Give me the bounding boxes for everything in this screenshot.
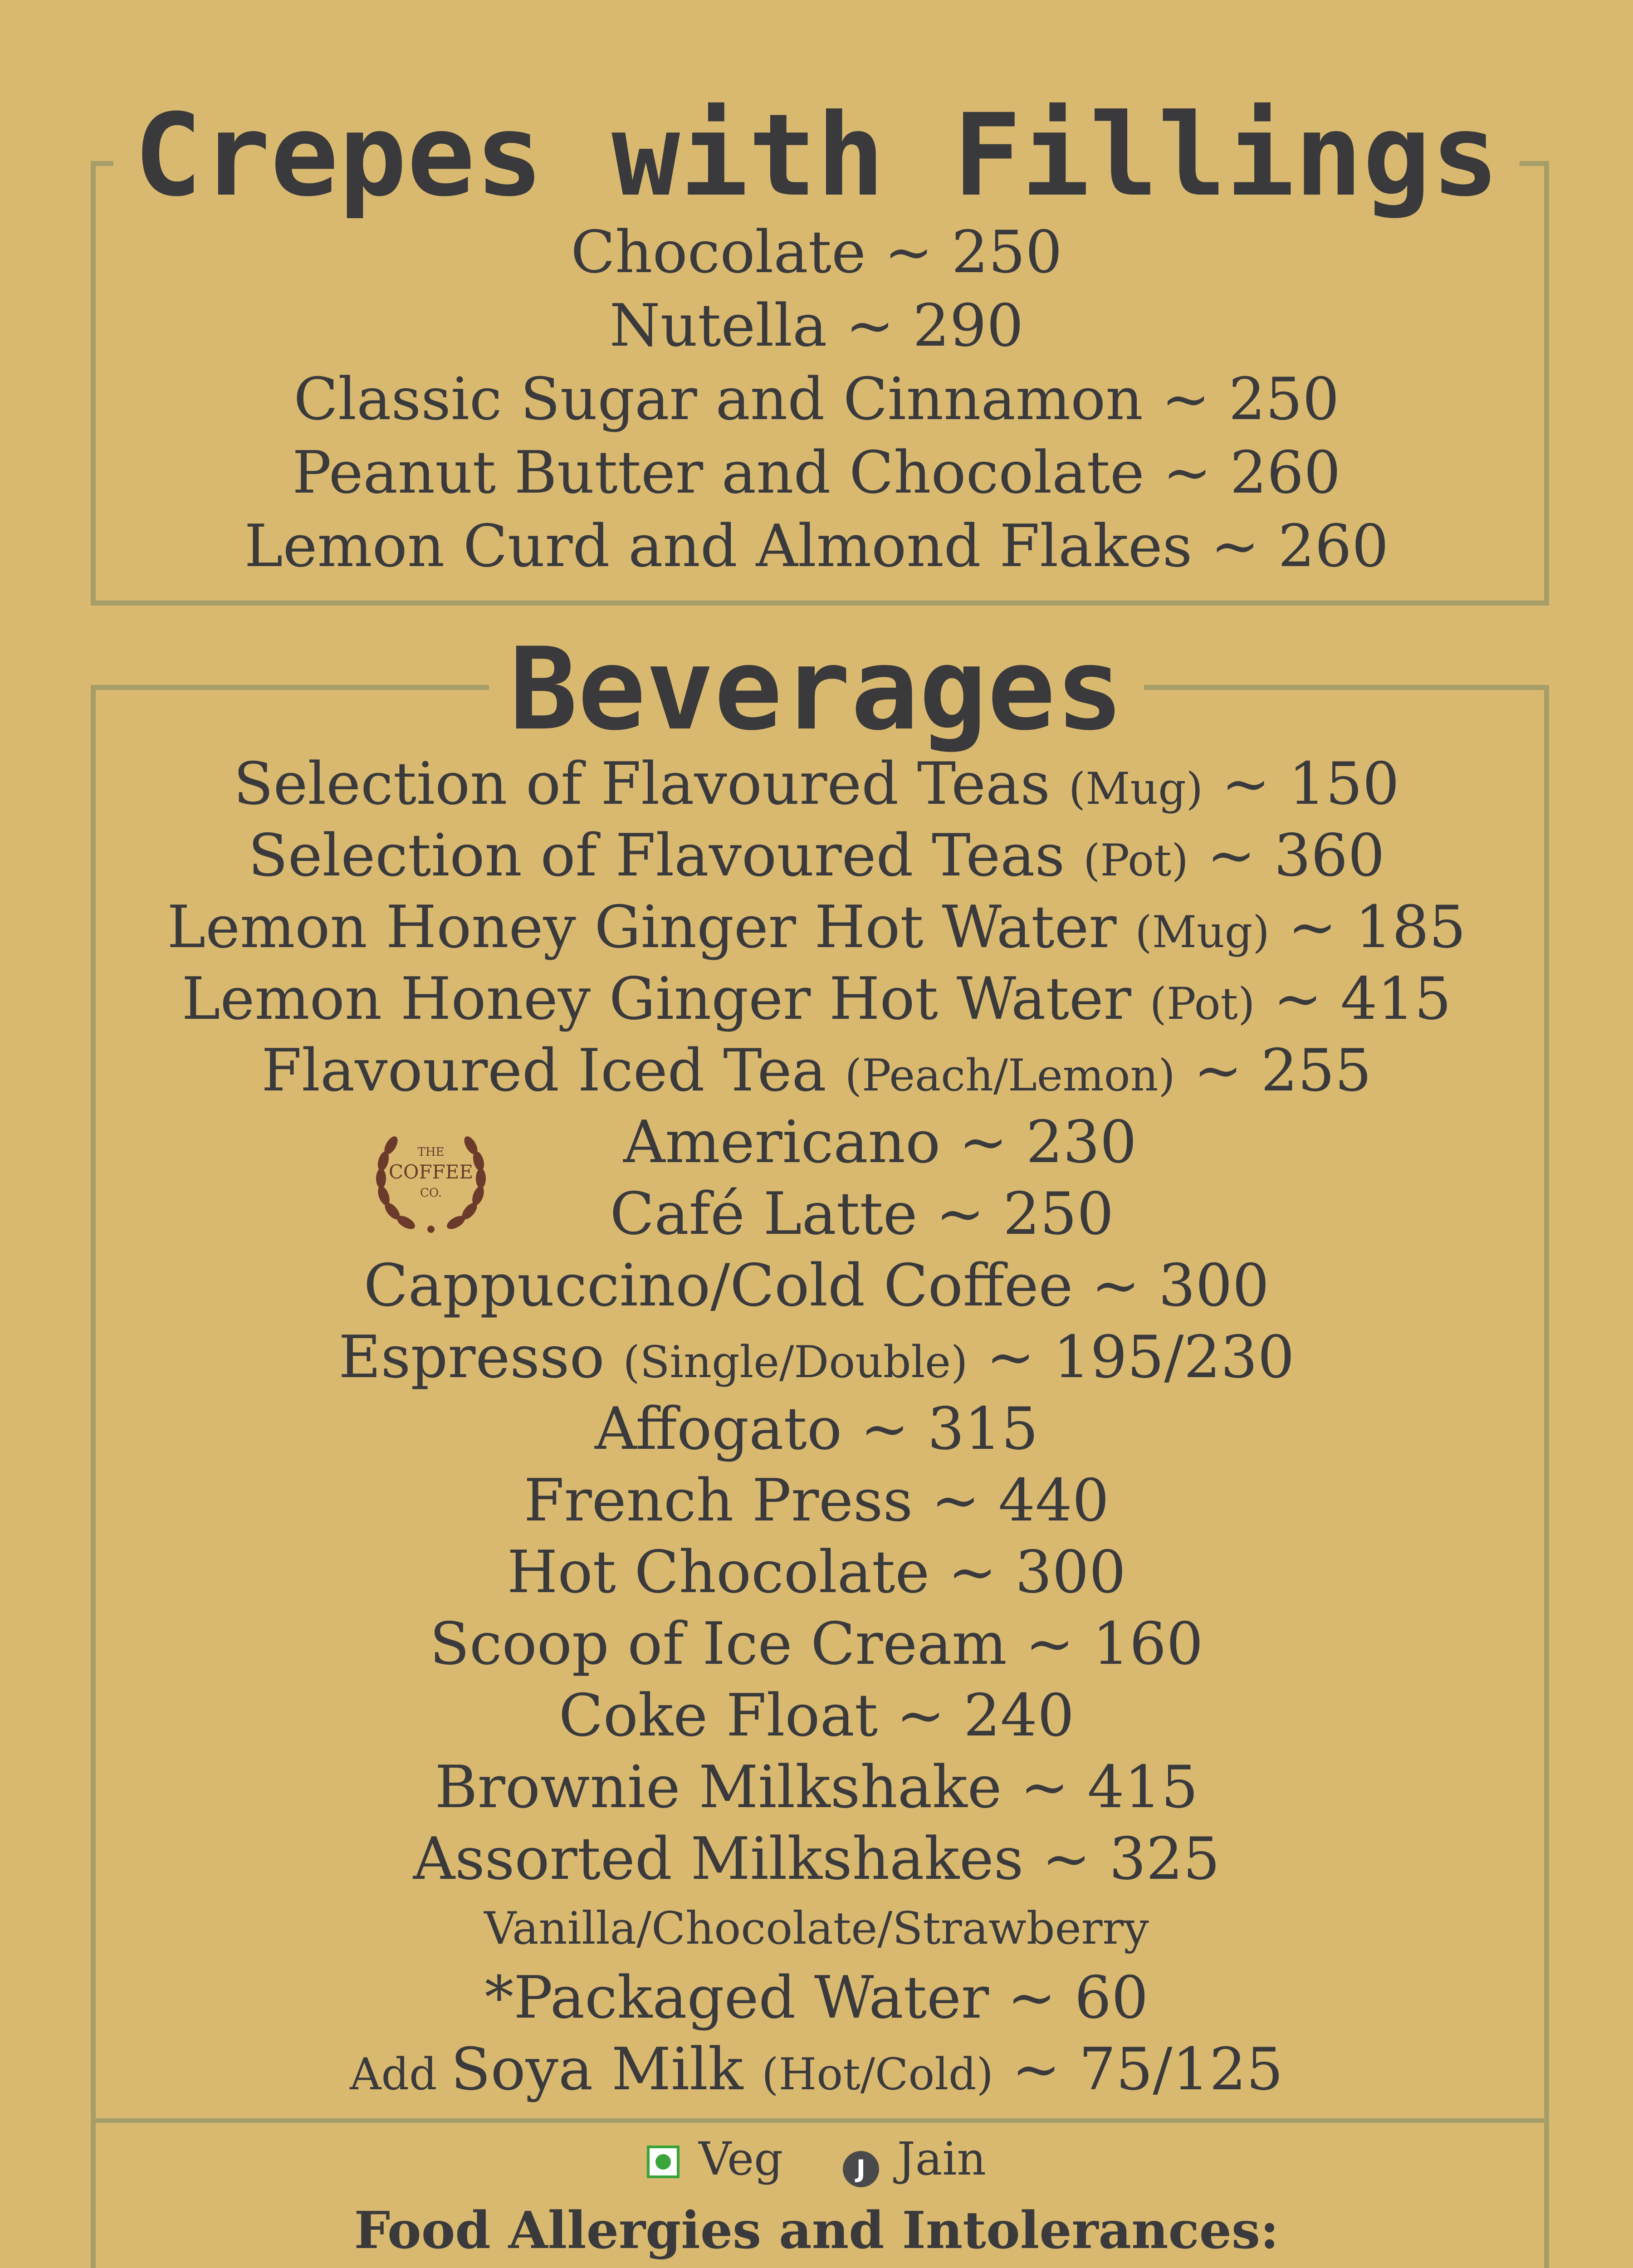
beverage-item bbox=[0, 1680, 1633, 1752]
footer-divider bbox=[96, 2118, 1544, 2123]
allergy-notice bbox=[0, 2195, 1633, 2268]
item-note: (Pot) bbox=[1083, 835, 1188, 886]
item-name: Lemon Honey Ginger Hot Water bbox=[167, 894, 1135, 961]
crepe-item: Peanut Butter and Chocolate ~ 260 bbox=[292, 439, 1341, 507]
packaged-water-item: *Packaged Water ~ 60 bbox=[484, 1964, 1149, 2032]
crepe-item: Nutella ~ 290 bbox=[609, 292, 1024, 360]
beverage-item bbox=[0, 1322, 1633, 1393]
beverage-item bbox=[0, 1465, 1633, 1537]
beverages-list bbox=[0, 748, 1633, 2106]
item-price: ~ 75/125 bbox=[993, 2036, 1283, 2103]
beverage-item bbox=[0, 748, 1633, 820]
beverage-item bbox=[0, 1178, 1633, 1250]
jain-label: Jain bbox=[897, 2132, 986, 2185]
beverage-item bbox=[0, 1107, 1633, 1178]
jain-icon: J bbox=[843, 2151, 879, 2187]
beverage-item bbox=[0, 892, 1633, 963]
item-name: Flavoured Iced Tea bbox=[261, 1037, 845, 1105]
item-price: ~ 185 bbox=[1269, 894, 1466, 961]
logo-text: CO. bbox=[420, 1186, 442, 1200]
crepe-item: Chocolate ~ 250 bbox=[571, 219, 1062, 286]
item-note: (Single/Double) bbox=[623, 1337, 968, 1388]
item-note: (Mug) bbox=[1068, 763, 1203, 814]
soya-milk-item bbox=[0, 2034, 1633, 2106]
veg-icon bbox=[647, 2146, 680, 2178]
item-price: ~ 255 bbox=[1175, 1037, 1372, 1105]
item-name: Lemon Honey Ginger Hot Water bbox=[181, 965, 1150, 1033]
item-name: Selection of Flavoured Teas bbox=[233, 750, 1069, 818]
beverage-item bbox=[0, 820, 1633, 892]
item-name: Selection of Flavoured Teas bbox=[248, 822, 1083, 890]
item-name: Affogato ~ 315 bbox=[595, 1395, 1038, 1463]
crepe-item: Classic Sugar and Cinnamon ~ 250 bbox=[293, 366, 1340, 433]
allergy-title: Food Allergies and Intolerances: bbox=[354, 2201, 1279, 2260]
item-name: Americano ~ 230 bbox=[623, 1109, 1137, 1176]
beverage-item bbox=[0, 963, 1633, 1035]
logo-text: THE bbox=[417, 1145, 445, 1159]
item-name: French Press ~ 440 bbox=[523, 1467, 1110, 1535]
beverages-title bbox=[0, 623, 1633, 755]
crepes-title bbox=[0, 89, 1633, 221]
item-name: Soya Milk bbox=[450, 2036, 762, 2103]
crepes-list bbox=[0, 216, 1633, 583]
beverage-item bbox=[0, 1608, 1633, 1680]
beverages-title-text: Beverages bbox=[489, 623, 1144, 755]
crepes-title-text: Crepes with Fillings bbox=[113, 89, 1520, 221]
item-note: (Hot/Cold) bbox=[762, 2049, 993, 2100]
item-price: ~ 360 bbox=[1188, 822, 1385, 890]
item-price: ~ 150 bbox=[1203, 750, 1400, 818]
milkshake-flavours: Vanilla/Chocolate/Strawberry bbox=[484, 1903, 1149, 1955]
diet-legend bbox=[0, 2132, 1633, 2187]
item-note: (Peach/Lemon) bbox=[845, 1050, 1175, 1101]
beverage-item bbox=[0, 1250, 1633, 1322]
item-name: Café Latte ~ 250 bbox=[610, 1180, 1114, 1248]
beverage-item bbox=[0, 1035, 1633, 1107]
item-price: ~ 195/230 bbox=[968, 1324, 1295, 1391]
item-name: Hot Chocolate ~ 300 bbox=[507, 1539, 1126, 1606]
item-note: (Pot) bbox=[1149, 978, 1255, 1029]
veg-label: Veg bbox=[698, 2132, 783, 2185]
item-name: Brownie Milkshake ~ 415 bbox=[435, 1754, 1198, 1821]
item-price: ~ 415 bbox=[1255, 965, 1452, 1033]
beverage-item bbox=[0, 1537, 1633, 1608]
item-name: Coke Float ~ 240 bbox=[558, 1682, 1075, 1750]
item-name: Assorted Milkshakes ~ 325 bbox=[413, 1825, 1220, 1893]
item-name: Espresso bbox=[338, 1324, 623, 1391]
crepe-item: Lemon Curd and Almond Flakes ~ 260 bbox=[244, 513, 1389, 580]
beverage-item bbox=[0, 1393, 1633, 1465]
beverage-item bbox=[0, 1823, 1633, 1895]
item-note: (Mug) bbox=[1135, 907, 1270, 958]
logo-text: COFFEE bbox=[388, 1161, 474, 1183]
soya-prefix: Add bbox=[350, 2049, 451, 2100]
item-name: Scoop of Ice Cream ~ 160 bbox=[430, 1610, 1203, 1678]
allergy-text bbox=[0, 2266, 1633, 2268]
beverage-item bbox=[0, 1752, 1633, 1823]
item-name: Cappuccino/Cold Coffee ~ 300 bbox=[363, 1252, 1270, 1320]
